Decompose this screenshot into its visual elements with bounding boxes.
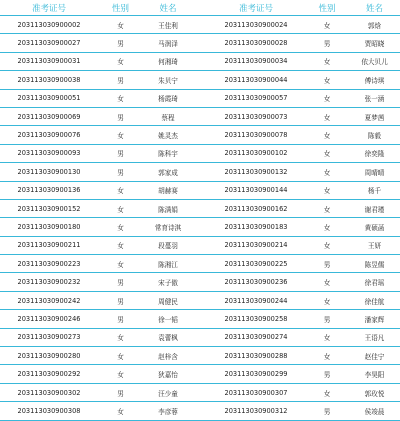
gender-cell: 女: [98, 365, 143, 383]
name-cell: 宋子傲: [143, 273, 193, 291]
exam-no-cell: 203113030900130: [0, 163, 98, 181]
exam-no-cell: 203113030900180: [0, 218, 98, 236]
exam-no-cell: 203113030900044: [207, 71, 305, 89]
column-gap: [193, 218, 207, 236]
name-cell: 周晴晴: [349, 163, 400, 181]
name-cell: 侯竣晨: [349, 402, 400, 420]
exam-no-cell: 203113030900152: [0, 199, 98, 217]
exam-no-cell: 203113030900232: [0, 273, 98, 291]
exam-no-cell: 203113030900073: [207, 107, 305, 125]
name-cell: 何湘琦: [143, 52, 193, 70]
header-name-right: 姓名: [349, 0, 400, 16]
exam-no-cell: 203113030900027: [0, 34, 98, 52]
column-gap: [193, 144, 207, 162]
gender-cell: 男: [98, 383, 143, 401]
exam-no-cell: 203113030900136: [0, 181, 98, 199]
gender-cell: 男: [98, 163, 143, 181]
table-row: [0, 236, 400, 254]
exam-no-cell: 203113030900242: [0, 291, 98, 309]
exam-no-cell: 203113030900162: [207, 199, 305, 217]
name-cell: 袁蕾枫: [143, 328, 193, 346]
gender-cell: 女: [98, 181, 143, 199]
gender-cell: 女: [98, 236, 143, 254]
exam-no-cell: 203113030900102: [207, 144, 305, 162]
exam-no-cell: 203113030900258: [207, 310, 305, 328]
column-gap: [193, 236, 207, 254]
gender-cell: 男: [305, 365, 349, 383]
column-gap: [193, 383, 207, 401]
name-cell: 陈满娟: [143, 199, 193, 217]
exam-no-cell: 203113030900002: [0, 16, 98, 34]
column-gap: [193, 328, 207, 346]
header-gender-right: 性别: [305, 0, 349, 16]
exam-no-cell: 203113030900244: [207, 291, 305, 309]
column-gap: [193, 71, 207, 89]
name-cell: 杨千: [349, 181, 400, 199]
name-cell: 傅诗琪: [349, 71, 400, 89]
gender-cell: 女: [305, 291, 349, 309]
exam-no-cell: 203113030900078: [207, 126, 305, 144]
table-row: [0, 328, 400, 346]
gender-cell: 女: [305, 199, 349, 217]
table-row: [0, 291, 400, 309]
roster-header: [0, 0, 400, 16]
exam-no-cell: 203113030900312: [207, 402, 305, 420]
exam-no-cell: 203113030900236: [207, 273, 305, 291]
table-row: [0, 16, 400, 34]
exam-no-cell: 203113030900031: [0, 52, 98, 70]
gender-cell: 女: [305, 144, 349, 162]
column-gap: [193, 107, 207, 125]
column-gap: [193, 52, 207, 70]
name-cell: 姚灵杰: [143, 126, 193, 144]
exam-no-cell: 203113030900183: [207, 218, 305, 236]
gender-cell: 男: [98, 291, 143, 309]
gender-cell: 女: [98, 199, 143, 217]
name-cell: 赵佳宁: [349, 347, 400, 365]
table-row: [0, 347, 400, 365]
table-row: [0, 71, 400, 89]
name-cell: 李彦蓉: [143, 402, 193, 420]
exam-no-cell: 203113030900214: [207, 236, 305, 254]
name-cell: 夏梦茜: [349, 107, 400, 125]
name-cell: 蔡程: [143, 107, 193, 125]
name-cell: 狄嘉怡: [143, 365, 193, 383]
name-cell: 杨霞琦: [143, 89, 193, 107]
name-cell: 胡赫赛: [143, 181, 193, 199]
gender-cell: 男: [98, 107, 143, 125]
column-gap: [193, 16, 207, 34]
gender-cell: 男: [98, 273, 143, 291]
name-cell: 郭玫悦: [349, 383, 400, 401]
exam-no-cell: 203113030900093: [0, 144, 98, 162]
exam-no-cell: 203113030900299: [207, 365, 305, 383]
column-gap: [193, 163, 207, 181]
exam-no-cell: 203113030900034: [207, 52, 305, 70]
table-row: [0, 199, 400, 217]
name-cell: 陈湘江: [143, 255, 193, 273]
name-cell: 马润泽: [143, 34, 193, 52]
exam-no-cell: 203113030900057: [207, 89, 305, 107]
column-gap: [193, 0, 207, 16]
gender-cell: 女: [98, 347, 143, 365]
column-gap: [193, 34, 207, 52]
column-gap: [193, 181, 207, 199]
name-cell: 段蔓羽: [143, 236, 193, 254]
gender-cell: 男: [305, 310, 349, 328]
gender-cell: 女: [305, 218, 349, 236]
gender-cell: 女: [305, 328, 349, 346]
header-row: [0, 0, 400, 16]
table-row: [0, 310, 400, 328]
exam-no-cell: 203113030900028: [207, 34, 305, 52]
name-cell: 王语凡: [349, 328, 400, 346]
table-row: [0, 126, 400, 144]
gender-cell: 女: [305, 107, 349, 125]
exam-no-cell: 203113030900274: [207, 328, 305, 346]
name-cell: 李昊阳: [349, 365, 400, 383]
gender-cell: 男: [305, 255, 349, 273]
gender-cell: 女: [305, 126, 349, 144]
exam-no-cell: 203113030900246: [0, 310, 98, 328]
name-cell: 汪少童: [143, 383, 193, 401]
header-gender-left: 性别: [98, 0, 143, 16]
gender-cell: 女: [305, 181, 349, 199]
name-cell: 潘家辉: [349, 310, 400, 328]
column-gap: [193, 126, 207, 144]
name-cell: 王妍: [349, 236, 400, 254]
exam-no-cell: 203113030900280: [0, 347, 98, 365]
table-row: [0, 107, 400, 125]
exam-no-cell: 203113030900211: [0, 236, 98, 254]
name-cell: 陈昱儒: [349, 255, 400, 273]
gender-cell: 女: [305, 52, 349, 70]
table-row: [0, 365, 400, 383]
table-row: [0, 181, 400, 199]
gender-cell: 女: [98, 328, 143, 346]
exam-no-cell: 203113030900144: [207, 181, 305, 199]
table-row: [0, 383, 400, 401]
column-gap: [193, 89, 207, 107]
gender-cell: 男: [305, 402, 349, 420]
gender-cell: 女: [305, 347, 349, 365]
exam-no-cell: 203113030900069: [0, 107, 98, 125]
column-gap: [193, 310, 207, 328]
name-cell: 郭家成: [143, 163, 193, 181]
gender-cell: 女: [305, 71, 349, 89]
gender-cell: 女: [98, 52, 143, 70]
gender-cell: 男: [98, 71, 143, 89]
gender-cell: 女: [98, 89, 143, 107]
table-row: [0, 89, 400, 107]
table-row: [0, 34, 400, 52]
exam-no-cell: 203113030900223: [0, 255, 98, 273]
exam-no-cell: 203113030900308: [0, 402, 98, 420]
table-row: [0, 144, 400, 162]
gender-cell: 女: [98, 255, 143, 273]
column-gap: [193, 273, 207, 291]
name-cell: 陈科宇: [143, 144, 193, 162]
name-cell: 黄硕菡: [349, 218, 400, 236]
exam-no-cell: 203113030900288: [207, 347, 305, 365]
name-cell: 贾昭晓: [349, 34, 400, 52]
header-exam-no-left: 准考证号: [0, 0, 98, 16]
exam-no-cell: 203113030900273: [0, 328, 98, 346]
table-row: [0, 163, 400, 181]
gender-cell: 女: [98, 16, 143, 34]
gender-cell: 女: [305, 273, 349, 291]
name-cell: 徐君瑶: [349, 273, 400, 291]
exam-no-cell: 203113030900051: [0, 89, 98, 107]
exam-no-cell: 203113030900132: [207, 163, 305, 181]
header-name-left: 姓名: [143, 0, 193, 16]
gender-cell: 女: [305, 16, 349, 34]
column-gap: [193, 347, 207, 365]
column-gap: [193, 291, 207, 309]
column-gap: [193, 199, 207, 217]
name-cell: 陈毅: [349, 126, 400, 144]
name-cell: 徐佳航: [349, 291, 400, 309]
name-cell: 张一涵: [349, 89, 400, 107]
exam-no-cell: 203113030900076: [0, 126, 98, 144]
exam-no-cell: 203113030900024: [207, 16, 305, 34]
gender-cell: 女: [305, 236, 349, 254]
column-gap: [193, 365, 207, 383]
gender-cell: 女: [305, 163, 349, 181]
name-cell: 徐奕隆: [349, 144, 400, 162]
name-cell: 赵梓含: [143, 347, 193, 365]
table-row: [0, 52, 400, 70]
name-cell: 周健民: [143, 291, 193, 309]
name-cell: 徐一韬: [143, 310, 193, 328]
name-cell: 朱贝宁: [143, 71, 193, 89]
exam-no-cell: 203113030900292: [0, 365, 98, 383]
gender-cell: 男: [98, 34, 143, 52]
exam-no-cell: 203113030900038: [0, 71, 98, 89]
name-cell: 常育诗淇: [143, 218, 193, 236]
name-cell: 王佳利: [143, 16, 193, 34]
gender-cell: 女: [305, 89, 349, 107]
gender-cell: 男: [98, 310, 143, 328]
name-cell: 依大贝儿: [349, 52, 400, 70]
exam-no-cell: 203113030900225: [207, 255, 305, 273]
gender-cell: 女: [305, 383, 349, 401]
name-cell: 谢君瑾: [349, 199, 400, 217]
roster-body: [0, 16, 400, 421]
gender-cell: 男: [98, 144, 143, 162]
gender-cell: 女: [98, 218, 143, 236]
name-cell: 郭焓: [349, 16, 400, 34]
header-exam-no-right: 准考证号: [207, 0, 305, 16]
table-row: [0, 273, 400, 291]
gender-cell: 女: [98, 126, 143, 144]
exam-no-cell: 203113030900307: [207, 383, 305, 401]
table-row: [0, 255, 400, 273]
exam-no-cell: 203113030900302: [0, 383, 98, 401]
column-gap: [193, 255, 207, 273]
gender-cell: 女: [98, 402, 143, 420]
gender-cell: 男: [305, 34, 349, 52]
table-row: [0, 218, 400, 236]
